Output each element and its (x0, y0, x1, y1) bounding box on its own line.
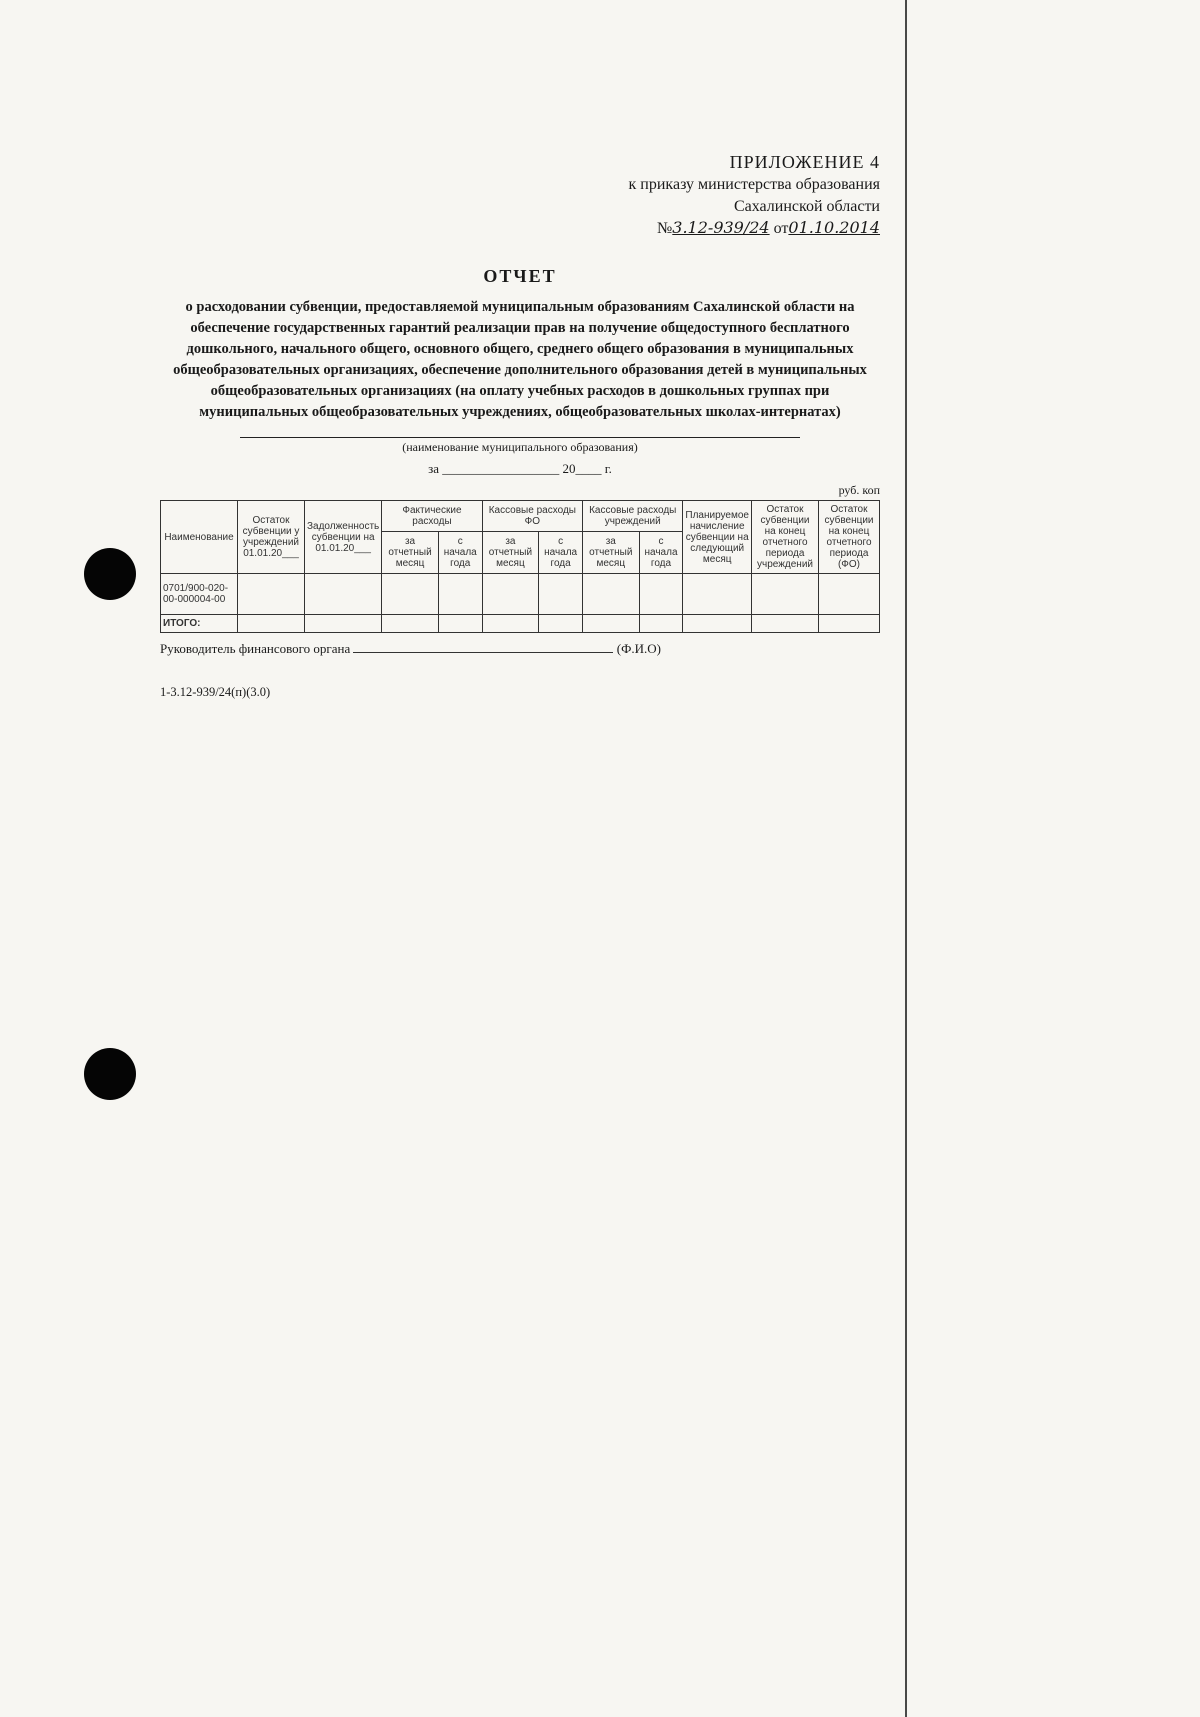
table-cell (819, 615, 880, 633)
signature-blank (353, 652, 613, 653)
actual-month-header: за отчетный месяц (382, 531, 439, 573)
col-name-header: Наименование (161, 501, 238, 574)
table-cell (539, 615, 583, 633)
document-reference: 1-3.12-939/24(п)(3.0) (160, 685, 271, 700)
table-cell (539, 574, 583, 615)
scan-edge-line (905, 0, 907, 1717)
appendix-title: ПРИЛОЖЕНИЕ 4 (729, 152, 880, 172)
actual-year-header: с начала года (438, 531, 482, 573)
table-cell (752, 615, 819, 633)
report-table (160, 500, 880, 633)
table-cell (683, 615, 752, 633)
table-cell (382, 615, 439, 633)
report-subtitle: о расходовании субвенции, предоставляемой муниципальным образованиям Сахалинской области на обеспечение государственных гарантий реализации прав на получение общедоступного бесплатного дошкольного, начального общего, основного общего, среднего общего образования в муниципальных общеобразовательных организациях, обеспечение дополнительного образования детей в муниципальных общеобразовательных организациях (на оплату учебных расходов в дошкольных группах при муниципальных общеобразовательных учреждениях, общеобразовательных школах-интернатах) (173, 299, 867, 421)
table-cell (583, 574, 640, 615)
unit-label: руб. коп (838, 483, 880, 498)
order-number-prefix: № (657, 220, 673, 238)
cash-inst-month-header: за отчетный месяц (583, 531, 640, 573)
report-title: ОТЧЕТ (483, 266, 557, 287)
appendix-block (160, 150, 880, 240)
cash-inst-year-header: с начала года (639, 531, 683, 573)
col-cash-fo-header: Кассовые расходы ФО (482, 501, 582, 532)
total-label: ИТОГО: (161, 615, 238, 633)
punch-hole-bottom (84, 1048, 136, 1100)
table-cell (438, 615, 482, 633)
appendix-line2: Сахалинской области (733, 197, 880, 215)
table-cell (482, 574, 539, 615)
table-cell (438, 574, 482, 615)
appendix-order-ref (160, 217, 880, 240)
order-date: 01.10.2014 (788, 218, 880, 238)
municipality-caption: (наименование муниципального образования) (402, 440, 638, 455)
total-row (161, 615, 880, 633)
order-date-prefix: от (773, 220, 789, 238)
col-balance-fo-header: Остаток субвенции на конец отчетного периода (ФО) (819, 501, 880, 574)
document-sheet (160, 150, 880, 700)
table-cell (583, 615, 640, 633)
cash-fo-month-header: за отчетный месяц (482, 531, 539, 573)
head-label: Руководитель финансового органа (160, 641, 351, 657)
period-year-label: 20 (562, 461, 576, 477)
table-cell (305, 615, 382, 633)
table-cell (752, 574, 819, 615)
table-cell (683, 574, 752, 615)
punch-hole-top (84, 548, 136, 600)
row-code: 0701/900-020-00-000004-00 (161, 574, 238, 615)
period-line: за __________________ 20____ г. (428, 461, 612, 477)
municipality-line (240, 437, 800, 438)
col-actual-header: Фактические расходы (382, 501, 482, 532)
signature-line (160, 641, 880, 657)
period-for-label: за (428, 461, 440, 477)
col-balance-start-header: Остаток субвенции у учреждений 01.01.20___ (238, 501, 305, 574)
fio-label: (Ф.И.О) (616, 641, 661, 657)
period-year-suffix: г. (604, 461, 612, 477)
appendix-line1: к приказу министерства образования (628, 176, 880, 194)
table-cell (639, 615, 683, 633)
table-cell (382, 574, 439, 615)
table-cell (819, 574, 880, 615)
col-planned-header: Планируемое начисление субвенции на следующий месяц (683, 501, 752, 574)
table-cell (639, 574, 683, 615)
table-row (161, 574, 880, 615)
col-debt-header: Задолженность субвенции на 01.01.20___ (305, 501, 382, 574)
table-cell (482, 615, 539, 633)
cash-fo-year-header: с начала года (539, 531, 583, 573)
table-cell (305, 574, 382, 615)
col-cash-inst-header: Кассовые расходы учреждений (583, 501, 683, 532)
table-cell (238, 574, 305, 615)
col-balance-inst-header: Остаток субвенции на конец отчетного периода учреждений (752, 501, 819, 574)
order-number: 3.12-939/24 (672, 218, 770, 238)
table-cell (238, 615, 305, 633)
